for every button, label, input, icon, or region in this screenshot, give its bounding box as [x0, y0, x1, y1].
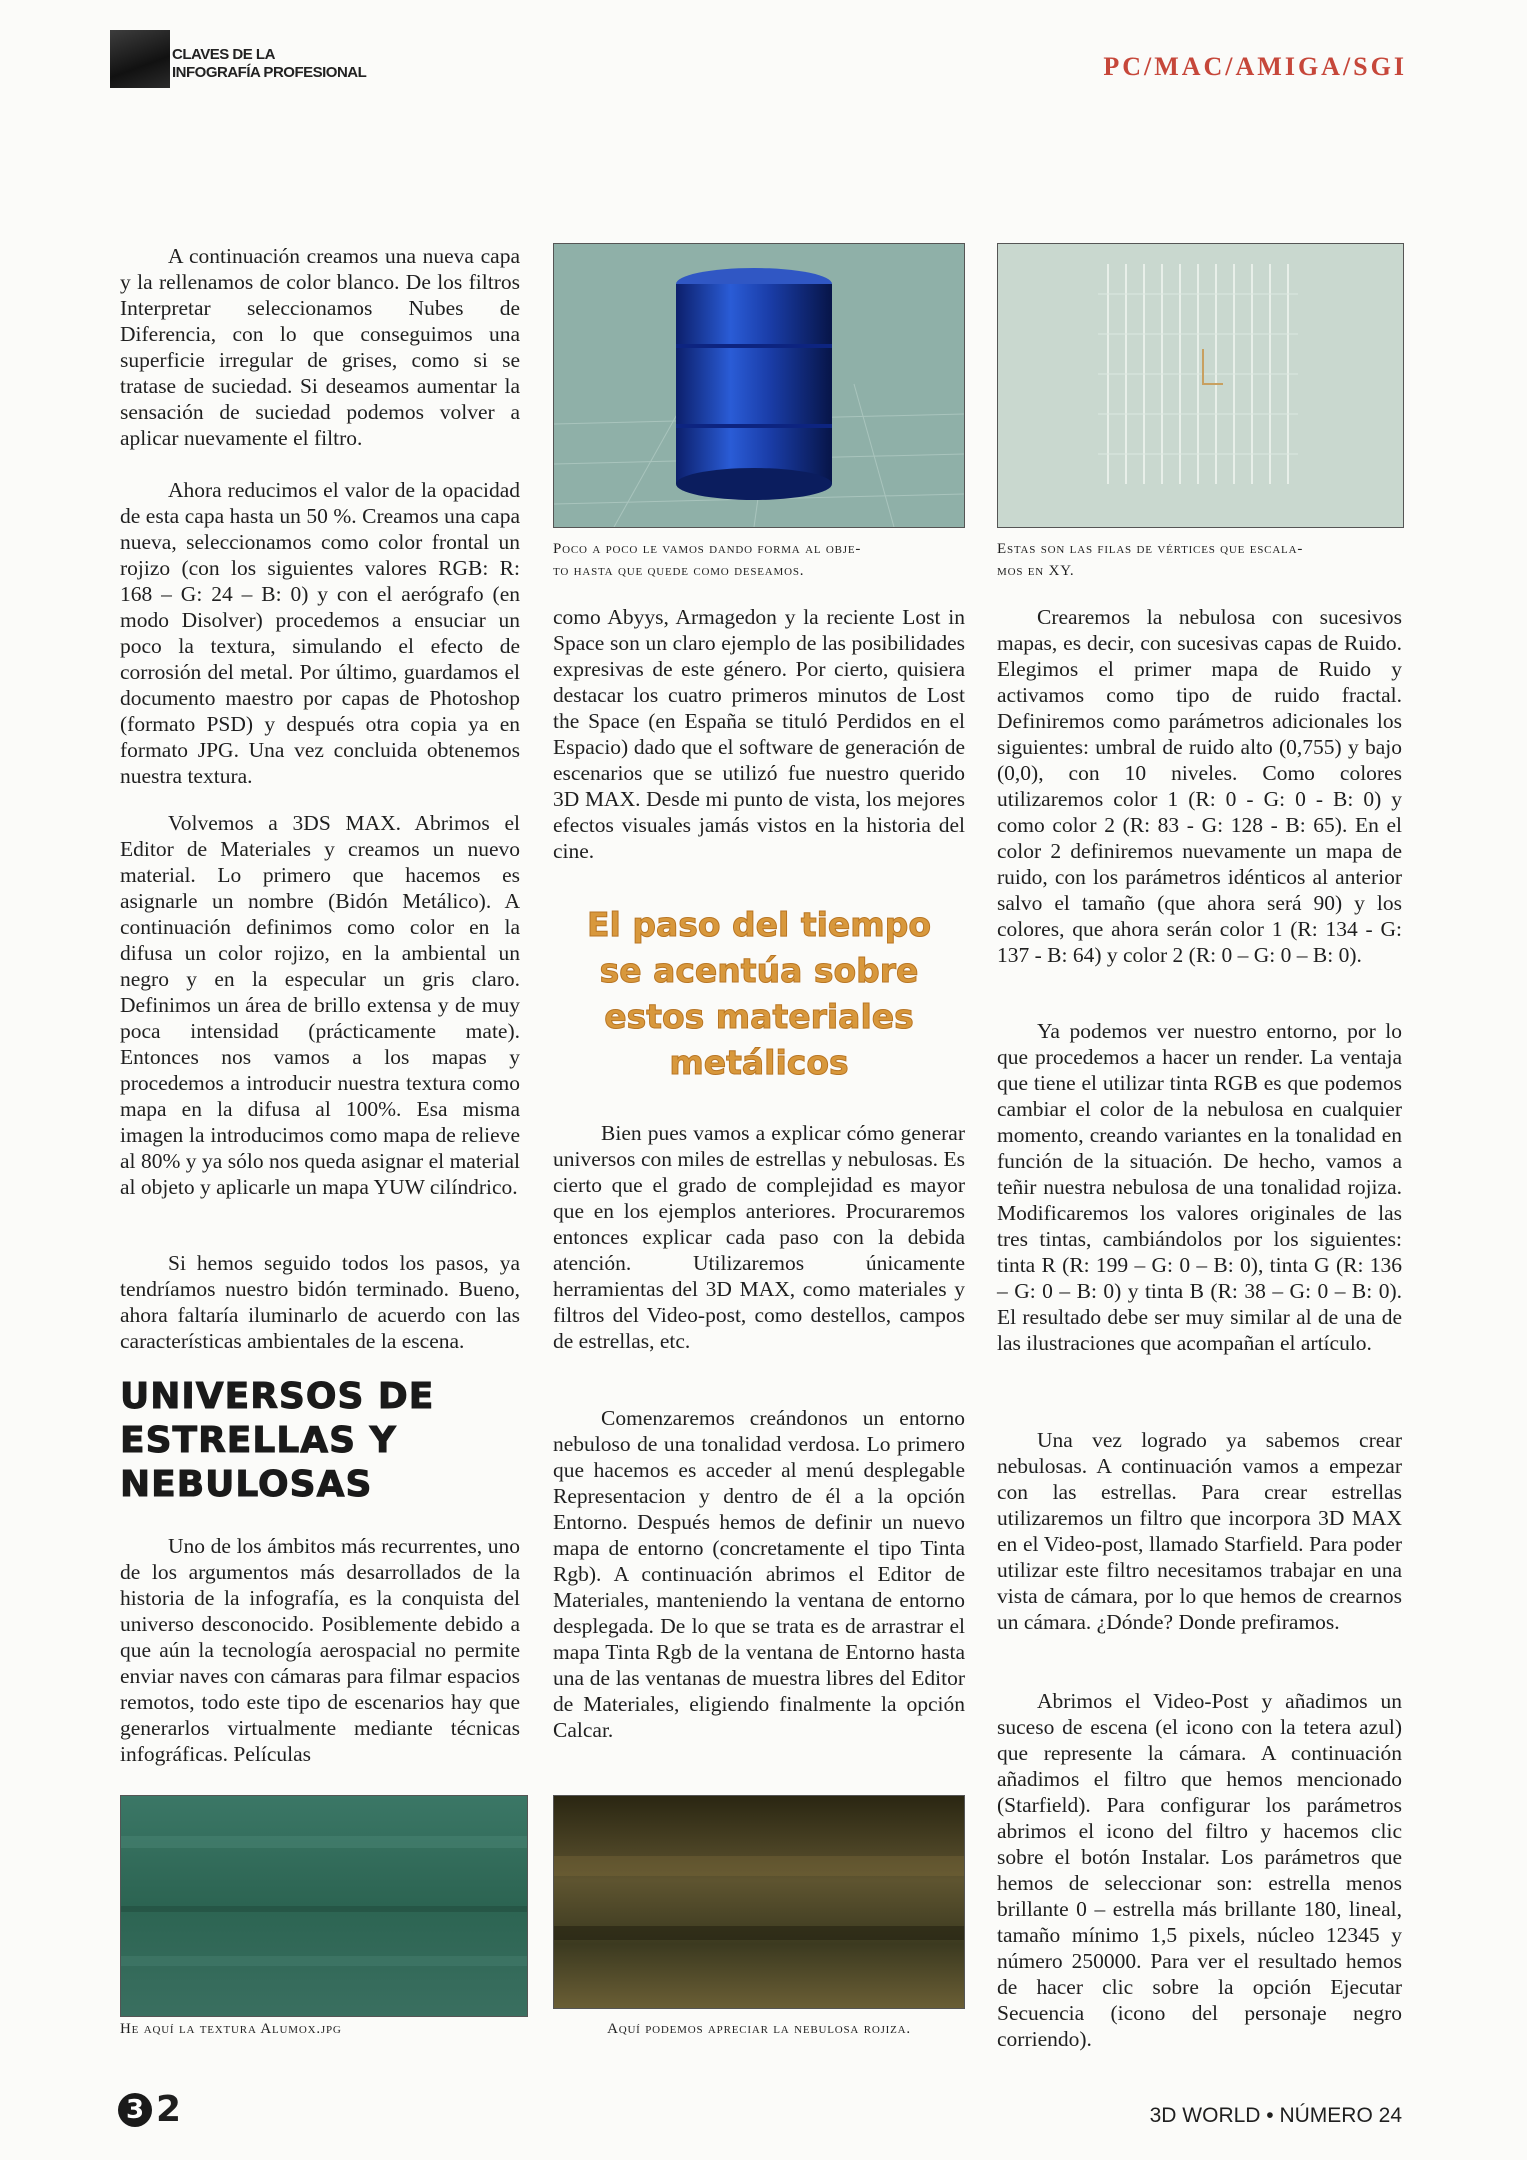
- col1-paragraph-4: Si hemos seguido todos los pasos, ya tendríamos nuestro bidón terminado. Bueno, ahora faltaría iluminarlo de acuerdo con las características ambientales de la escena.: [120, 1251, 520, 1353]
- nebula-image: [553, 1795, 965, 2009]
- col3-paragraph-2: Ya podemos ver nuestro entorno, por lo que procedemos a hacer un render. La ventaja que tiene el utilizar tinta RGB es que podemos cambiar el color de la nebulosa en cualquier momento, creando variantes en la tonalidad en función de la situación. De hecho, vamos a teñir nuestra nebulosa de una tonalidad rojiza. Modificaremos los valores originales de las tres tintas, cambiándolos por los siguientes: tinta R (R: 199 – G: 0 – B: 0), tinta G (R: 136 – G: 0 – B: 0) y tinta B (R: 38 – G: 0 – B: 0). El resultado debe ser muy similar al de una de las ilustraciones que acompañan el artículo.: [997, 1019, 1402, 1355]
- quote-line-4: metálicos: [669, 1043, 849, 1082]
- magazine-logo-icon: [110, 30, 170, 88]
- texture-image: [120, 1795, 528, 2017]
- col1-paragraph-5: Uno de los ámbitos más recurrentes, uno de los argumentos más desarrollados de la historia de la infografía, es la conquista del universo desconocido. Posiblemente debido a que aún la tecnología aerospacial no permite enviar naves con cámaras para filmar espacios remotos, todo este tipo de escenarios hay que generarlos virtualmente mediante técnicas infográficas. Películas: [120, 1534, 520, 1766]
- vertex-caption-line-1: Estas son las filas de vértices que escala-: [997, 541, 1304, 557]
- logo-line-1: CLAVES DE LA: [172, 46, 275, 63]
- col3-paragraph-1: Crearemos la nebulosa con sucesivos mapas, es decir, con sucesivas capas de Ruido. Elegimos el primer mapa de Ruido y activamos como tipo de ruido fractal. Definiremos como parámetros adicionales los siguientes: umbral de ruido alto (0,755) y bajo (0,0), con 10 niveles. Como colores utilizaremos color 1 (R: 0 - G: 0 - B: 0) y como color 2 (R: 83 - G: 128 - B: 65). En el color 2 definiremos nuevamente un mapa de ruido, con los parámetros idénticos al anterior salvo el tamaño (que ahora será 90) y los colores, que ahora serán color 1 (R: 134 - G: 137 - B: 64) y color 2 (R: 0 – G: 0 – B: 0).: [997, 605, 1402, 967]
- barrel-caption-line-2: to hasta que quede como deseamos.: [553, 563, 805, 579]
- magazine-logo-text: [172, 46, 366, 82]
- col2-paragraph-1: como Abyys, Armagedon y la reciente Lost in Space son un claro ejemplo de las posibilidades expresivas de este género. Por cierto, quisiera destacar los cuatro primeros minutos de Lost the Space (en España se tituló Perdidos en el Espacio) dado que el software de generación de escenarios que se utilizó fue nuestro querido 3D MAX. Desde mi punto de vista, los mejores efectos visuales jamás vistos en la historia del cine.: [553, 605, 965, 863]
- quote-line-3: estos materiales: [604, 997, 914, 1036]
- section-heading: [120, 1375, 520, 1507]
- quote-line-1: El paso del tiempo: [587, 905, 931, 944]
- nebula-image-svg: [554, 1796, 964, 2008]
- barrel-render-image: [553, 243, 965, 528]
- nebula-caption: Aquí podemos apreciar la nebulosa rojiza.: [607, 2021, 911, 2037]
- col3-paragraph-3: Una vez logrado ya sabemos crear nebulosas. A continuación vamos a empezar con las estrellas. Para crear estrellas utilizaremos un filtro que incorpora 3D MAX en el Video-post, llamado Starfield. Para poder utilizar este filtro necesitamos trabajar en una vista de cámara, por lo que hemos de crearnos un cámara. ¿Dónde? Donde prefiramos.: [997, 1428, 1402, 1634]
- col1-paragraph-1: A continuación creamos una nueva capa y la rellenamos de color blanco. De los filtros Interpretar seleccionamos Nubes de Diferencia, con lo que conseguimos una superficie irregular de grises, como si se tratase de suciedad. Si deseamos aumentar la sensación de suciedad podemos volver a aplicar nuevamente el filtro.: [120, 244, 520, 450]
- vertex-grid-svg: [998, 244, 1403, 527]
- pull-quote: [553, 902, 965, 1086]
- heading-line-2: ESTRELLAS Y: [120, 1420, 397, 1461]
- heading-line-3: NEBULOSAS: [120, 1464, 373, 1505]
- col2-paragraph-3: Comenzaremos creándonos un entorno nebuloso de una tonalidad verdosa. Lo primero que hacemos es acceder al menú desplegable Representacion y dentro de él a la opción Entorno. Después hemos de definir un nuevo mapa de entorno (concretamente el tipo Tinta Rgb). A continuación abrimos el Editor de Materiales, manteniendo la ventana de entorno desplegada. De lo que se trata es de arrastrar el mapa Tinta Rgb de la ventana de Entorno hasta una de las ventanas de muestra libres del Editor de Materiales, eligiendo finalmente la opción Calcar.: [553, 1406, 965, 1742]
- vertex-caption: [997, 538, 1402, 582]
- page-number-digit: 2: [156, 2089, 182, 2130]
- barrel-render-svg: [554, 244, 964, 527]
- platforms-title: PC/MAC/AMIGA/SGI: [1103, 52, 1407, 81]
- col1-paragraph-2: Ahora reducimos el valor de la opacidad de esta capa hasta un 50 %. Creamos una capa nueva, seleccionamos como color frontal un rojizo (con los siguientes valores RGB: R: 168 – G: 24 – B: 0) y con el aerógrafo (en modo Disolver) procedemos a ensuciar un poco la textura, simulando el efecto de corrosión del metal. Por último, guardamos el documento maestro por capas de Photoshop (formato PSD) y después otra copia ya en formato JPG. Una vez concluida obtenemos nuestra textura.: [120, 478, 520, 788]
- page-number-circle: 3: [118, 2093, 152, 2127]
- quote-line-2: se acentúa sobre: [599, 951, 919, 990]
- vertex-caption-line-2: mos en XY.: [997, 563, 1075, 579]
- vertex-grid-image: [997, 243, 1404, 528]
- heading-line-1: UNIVERSOS DE: [120, 1376, 435, 1417]
- col3-paragraph-4: Abrimos el Video-Post y añadimos un suceso de escena (el icono con la tetera azul) que represente la cámara. A continuación añadimos el filtro que hemos mencionado (Starfield). Para configurar los parámetros abrimos el icono del filtro y hacemos clic sobre el botón Instalar. Los parámetros que hemos de seleccionar son: estrella menos brillante 0 – estrella más brillante 180, lineal, tamaño mínimo 1,5 pixels, núcleo 12345 y número 250000. Para ver el resultado hemos de hacer clic sobre la opción Ejecutar Secuencia (icono del personaje negro corriendo).: [997, 1689, 1402, 2051]
- texture-caption: He aquí la textura Alumox.jpg: [120, 2021, 342, 2037]
- col1-paragraph-3: Volvemos a 3DS MAX. Abrimos el Editor de Materiales y creamos un nuevo material. Lo primero que hacemos es asignarle un nombre (Bidón Metálico). A continuación definimos como color en la difusa un color rojizo, en la ambiental un negro y en la especular un gris claro. Definimos un área de brillo extensa y de muy poca intensidad (prácticamente mate). Entonces nos vamos a los mapas y procedemos a introducir nuestra textura como mapa en la difusa al 100%. Esa misma imagen la introducimos como mapa de relieve al 80% y ya sólo nos queda asignar el material al objeto y aplicarle un mapa YUW cilíndrico.: [120, 811, 520, 1199]
- logo-line-2: INFOGRAFÍA PROFESIONAL: [172, 64, 367, 81]
- texture-image-svg: [121, 1796, 527, 2016]
- page-number: [118, 2090, 181, 2130]
- magazine-issue: 3D WORLD • NÚMERO 24: [1149, 2104, 1402, 2127]
- col2-paragraph-2: Bien pues vamos a explicar cómo generar universos con miles de estrellas y nebulosas. Es cierto que el grado de complejidad es mayor que en los ejemplos anteriores. Procuraremos entonces explicar cada paso con la debida atención. Utilizaremos únicamente herramientas del 3D MAX, como materiales y filtros del Video-post, como destellos, campos de estrellas, etc.: [553, 1121, 965, 1353]
- barrel-caption: [553, 538, 965, 582]
- barrel-caption-line-1: Poco a poco le vamos dando forma al obje-: [553, 541, 862, 557]
